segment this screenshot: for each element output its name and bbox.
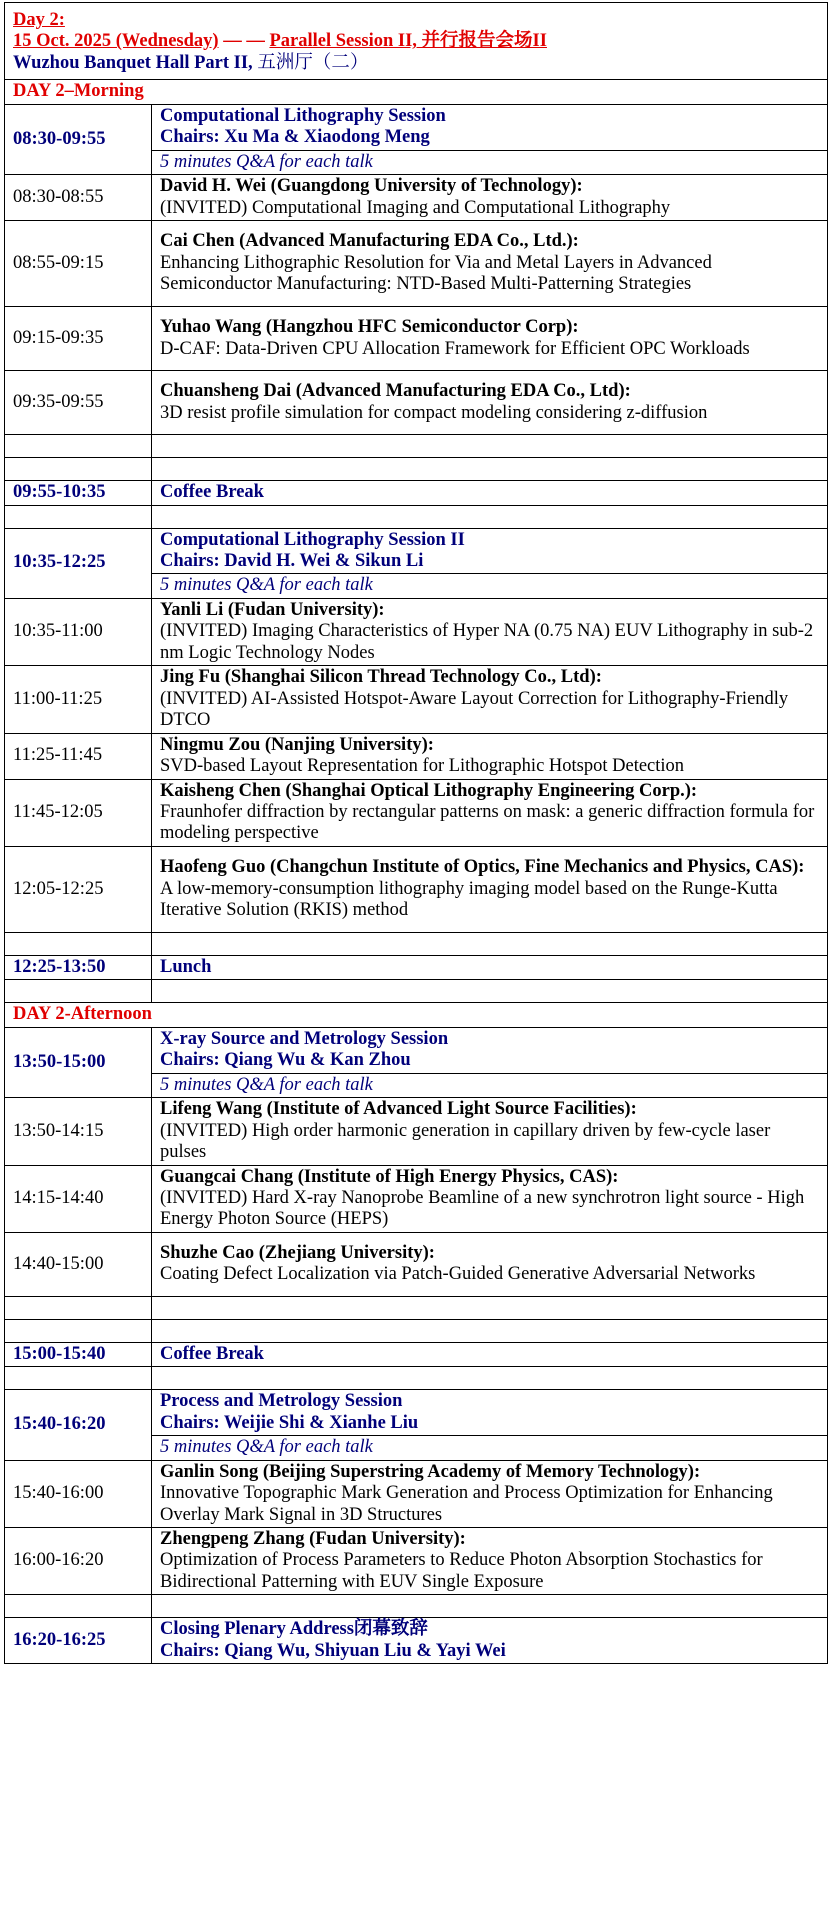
talk-info	[152, 371, 828, 435]
session-chairs: Chairs: Xu Ma & Xiaodong Meng	[160, 127, 430, 148]
afternoon-label: DAY 2-Afternoon	[5, 1003, 828, 1027]
talk-speaker: Cai Chen (Advanced Manufacturing EDA Co., Ltd.):	[160, 231, 579, 252]
session-info	[152, 104, 828, 150]
talk-row	[5, 733, 828, 779]
spacer-row	[5, 932, 828, 955]
talk-time: 11:00-11:25	[5, 666, 152, 733]
talk-speaker: Lifeng Wang (Institute of Advanced Light Source Facilities):	[160, 1099, 637, 1120]
talk-row	[5, 371, 828, 435]
talk-info	[152, 666, 828, 733]
closing-chairs: Chairs: Qiang Wu, Shiyuan Liu & Yayi Wei	[160, 1640, 506, 1661]
talk-info	[152, 221, 828, 307]
talk-time: 10:35-11:00	[5, 598, 152, 665]
talk-speaker: Guangcai Chang (Institute of High Energy Physics, CAS):	[160, 1166, 619, 1187]
qa-note: 5 minutes Q&A for each talk	[152, 1436, 828, 1460]
spacer-row	[5, 1296, 828, 1319]
talk-speaker: Zhengpeng Zhang (Fudan University):	[160, 1529, 466, 1550]
session-info	[152, 1027, 828, 1073]
talk-title: Optimization of Process Parameters to Reduce Photon Absorption Stochastics for Bidirectional Patterning with EUV Single Exposure	[160, 1550, 763, 1592]
venue-cn: 五洲厅（二）	[252, 52, 369, 73]
session-time: 08:30-09:55	[5, 104, 152, 174]
closing-row	[5, 1618, 828, 1664]
talk-row	[5, 666, 828, 733]
closing-time: 16:20-16:25	[5, 1618, 152, 1664]
talk-title: 3D resist profile simulation for compact modeling considering z-diffusion	[160, 402, 708, 423]
talk-info	[152, 1098, 828, 1165]
talk-time: 11:45-12:05	[5, 779, 152, 846]
break-row	[5, 1342, 828, 1366]
break-time: 09:55-10:35	[5, 481, 152, 505]
schedule-page	[4, 2, 828, 1664]
talk-row	[5, 1165, 828, 1232]
session-title: X-ray Source and Metrology Session	[160, 1028, 449, 1049]
talk-time: 08:30-08:55	[5, 175, 152, 221]
talk-speaker: Kaisheng Chen (Shanghai Optical Lithography Engineering Corp.):	[160, 780, 698, 801]
day-heading: Day 2:	[13, 10, 65, 30]
morning-label: DAY 2–Morning	[5, 80, 828, 104]
session-time: 13:50-15:00	[5, 1027, 152, 1097]
talk-title: Enhancing Lithographic Resolution for Via and Metal Layers in Advanced Semiconductor Manufacturing: NTD-Based Multi-Patterning Strategies	[160, 252, 712, 295]
qa-note: 5 minutes Q&A for each talk	[152, 1073, 828, 1097]
talk-title: (INVITED) AI-Assisted Hotspot-Aware Layout Correction for Lithography-Friendly DTCO	[160, 688, 789, 731]
break-label: Coffee Break	[152, 1342, 828, 1366]
talk-info	[152, 733, 828, 779]
date-dash: — —	[218, 31, 270, 52]
talk-info	[152, 1232, 828, 1296]
talk-title: (INVITED) High order harmonic generation in capillary driven by few-cycle laser pulses	[160, 1120, 771, 1163]
talk-info	[152, 1460, 828, 1527]
session-row	[5, 1027, 828, 1073]
spacer-row	[5, 505, 828, 528]
talk-speaker: Haofeng Guo (Changchun Institute of Optics, Fine Mechanics and Physics, CAS):	[160, 857, 805, 878]
talk-time: 11:25-11:45	[5, 733, 152, 779]
talk-time: 15:40-16:00	[5, 1460, 152, 1527]
date-text: 15 Oct. 2025 (Wednesday)	[13, 31, 219, 52]
talk-info	[152, 1528, 828, 1595]
talk-row	[5, 1460, 828, 1527]
session-row	[5, 104, 828, 150]
break-time: 12:25-13:50	[5, 955, 152, 979]
talk-title: Innovative Topographic Mark Generation and Process Optimization for Enhancing Overlay Mark Signal in 3D Structures	[160, 1483, 773, 1525]
talk-time: 14:40-15:00	[5, 1232, 152, 1296]
talk-info	[152, 598, 828, 665]
header-row	[5, 3, 828, 80]
talk-title: SVD-based Layout Representation for Lithographic Hotspot Detection	[160, 756, 685, 777]
talk-time: 13:50-14:15	[5, 1098, 152, 1165]
talk-speaker: Jing Fu (Shanghai Silicon Thread Technology Co., Ltd):	[160, 667, 602, 688]
closing-info	[152, 1618, 828, 1664]
talk-row	[5, 221, 828, 307]
talk-time: 09:15-09:35	[5, 307, 152, 371]
talk-title: A low-memory-consumption lithography imaging model based on the Runge-Kutta Iterative Solution (RKIS) method	[160, 878, 778, 921]
session-title: Process and Metrology Session	[160, 1391, 403, 1412]
spacer-row	[5, 980, 828, 1003]
talk-time: 12:05-12:25	[5, 846, 152, 932]
talk-info	[152, 175, 828, 221]
talk-speaker: Ganlin Song (Beijing Superstring Academy of Memory Technology):	[160, 1461, 701, 1482]
session-chairs: Chairs: Weijie Shi & Xianhe Liu	[160, 1412, 419, 1433]
session-time: 10:35-12:25	[5, 528, 152, 598]
break-label: Lunch	[152, 955, 828, 979]
talk-row	[5, 846, 828, 932]
spacer-row	[5, 1595, 828, 1618]
venue-name: Wuzhou Banquet Hall Part II,	[13, 52, 253, 73]
session-info	[152, 528, 828, 574]
talk-row	[5, 598, 828, 665]
qa-note: 5 minutes Q&A for each talk	[152, 574, 828, 598]
talk-info	[152, 1165, 828, 1232]
qa-note: 5 minutes Q&A for each talk	[152, 150, 828, 174]
talk-row	[5, 175, 828, 221]
session-chairs: Chairs: David H. Wei & Sikun Li	[160, 550, 424, 571]
talk-time: 16:00-16:20	[5, 1528, 152, 1595]
session-row	[5, 528, 828, 574]
talk-title: Fraunhofer diffraction by rectangular patterns on mask: a generic diffraction formula for modeling perspective	[160, 801, 815, 844]
talk-time: 08:55-09:15	[5, 221, 152, 307]
spacer-row	[5, 435, 828, 458]
talk-info	[152, 846, 828, 932]
talk-title: Coating Defect Localization via Patch-Guided Generative Adversarial Networks	[160, 1264, 756, 1285]
session-chairs: Chairs: Qiang Wu & Kan Zhou	[160, 1050, 411, 1071]
talk-speaker: Chuansheng Dai (Advanced Manufacturing EDA Co., Ltd):	[160, 381, 631, 402]
header-cell	[5, 3, 828, 80]
schedule-table	[4, 2, 828, 1664]
talk-speaker: Yanli Li (Fudan University):	[160, 599, 385, 620]
talk-time: 14:15-14:40	[5, 1165, 152, 1232]
session-row	[5, 1390, 828, 1436]
break-row	[5, 955, 828, 979]
talk-speaker: Ningmu Zou (Nanjing University):	[160, 734, 434, 755]
closing-title: Closing Plenary Address闭幕致辞	[160, 1619, 428, 1640]
talk-row	[5, 779, 828, 846]
talk-title: (INVITED) Imaging Characteristics of Hyper NA (0.75 NA) EUV Lithography in sub-2 nm Logic Technology Nodes	[160, 621, 814, 663]
break-time: 15:00-15:40	[5, 1342, 152, 1366]
talk-info	[152, 307, 828, 371]
break-row	[5, 481, 828, 505]
session-title: Computational Lithography Session II	[160, 529, 465, 550]
session-time: 15:40-16:20	[5, 1390, 152, 1460]
afternoon-row	[5, 1003, 828, 1027]
talk-title: D-CAF: Data-Driven CPU Allocation Framework for Efficient OPC Workloads	[160, 338, 750, 359]
talk-speaker: Yuhao Wang (Hangzhou HFC Semiconductor Corp):	[160, 317, 579, 338]
talk-title: (INVITED) Hard X-ray Nanoprobe Beamline of a new synchrotron light source - High Energy Photon Source (HEPS)	[160, 1187, 805, 1230]
session-name: Parallel Session II, 并行报告会场II	[269, 31, 547, 52]
talk-row	[5, 1528, 828, 1595]
talk-title: (INVITED) Computational Imaging and Computational Lithography	[160, 197, 671, 218]
session-info	[152, 1390, 828, 1436]
break-label: Coffee Break	[152, 481, 828, 505]
talk-row	[5, 1232, 828, 1296]
talk-info	[152, 779, 828, 846]
talk-row	[5, 1098, 828, 1165]
spacer-row	[5, 1367, 828, 1390]
morning-row	[5, 80, 828, 104]
session-title: Computational Lithography Session	[160, 105, 446, 126]
spacer-row	[5, 1319, 828, 1342]
talk-speaker: Shuzhe Cao (Zhejiang University):	[160, 1242, 435, 1263]
talk-time: 09:35-09:55	[5, 371, 152, 435]
talk-speaker: David H. Wei (Guangdong University of Technology):	[160, 176, 583, 197]
spacer-row	[5, 458, 828, 481]
talk-row	[5, 307, 828, 371]
